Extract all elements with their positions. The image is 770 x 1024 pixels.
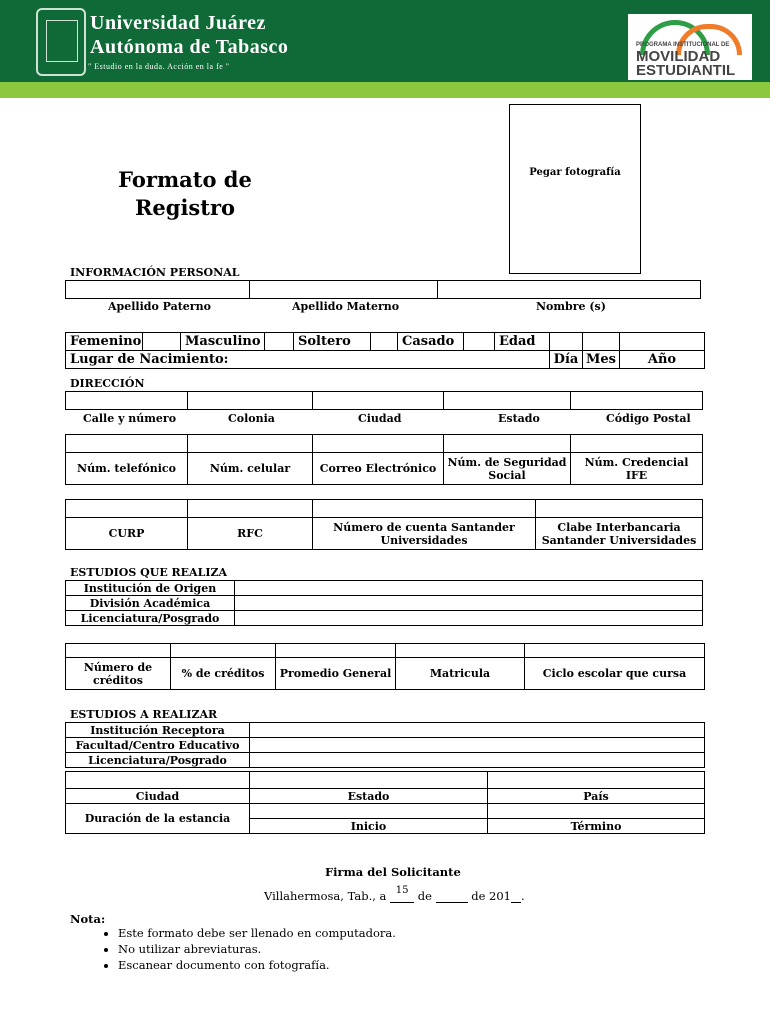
date-end: .: [521, 889, 525, 903]
cp-label: Código Postal: [606, 412, 691, 425]
pais-field[interactable]: [488, 772, 705, 789]
ciudad-field[interactable]: [313, 392, 444, 410]
logo-program-text: PROGRAMA INSTITUCIONAL DE: [636, 42, 730, 48]
nombre-label: Nombre (s): [536, 300, 606, 313]
section-estudios-realiza: ESTUDIOS QUE REALIZA: [70, 566, 228, 579]
licenciatura-destino-field[interactable]: [250, 753, 705, 768]
clabe-field[interactable]: [536, 500, 703, 518]
section-personal: INFORMACIÓN PERSONAL: [70, 266, 240, 279]
nss-label-line2: Social: [488, 468, 526, 482]
firma-label: Firma del Solicitante: [325, 865, 461, 879]
facultad-field[interactable]: [250, 738, 705, 753]
correo-field[interactable]: [313, 435, 444, 453]
tel-label: Núm. telefónico: [66, 453, 188, 485]
matricula-label: Matricula: [396, 658, 525, 690]
estado-label: Estado: [498, 412, 540, 425]
contact-table: [65, 434, 703, 485]
inicio-field[interactable]: [250, 804, 488, 819]
ciclo-field[interactable]: [525, 644, 705, 658]
movilidad-logo: [628, 14, 752, 80]
nss-field[interactable]: [444, 435, 571, 453]
note-item: • No utilizar abreviaturas.: [118, 941, 396, 957]
institucion-receptora-label: Institución Receptora: [66, 723, 250, 738]
estado-field[interactable]: [444, 392, 571, 410]
apellido-paterno-label: Apellido Paterno: [108, 300, 211, 313]
pct-creditos-label: % de créditos: [171, 658, 276, 690]
date-year-field[interactable]: [511, 902, 521, 903]
university-seal-icon: [36, 8, 86, 76]
num-creditos-field[interactable]: [66, 644, 171, 658]
note-item: • Escanear documento con fotografía.: [118, 957, 396, 973]
dia-field[interactable]: [550, 333, 583, 351]
notes-list: [72, 925, 396, 973]
division-label: División Académica: [66, 596, 235, 611]
estado-destino-field[interactable]: [250, 772, 488, 789]
termino-field[interactable]: [488, 804, 705, 819]
date-month-field[interactable]: [436, 902, 468, 903]
celular-label: Núm. celular: [188, 453, 313, 485]
university-name-line2: Autónoma de Tabasco: [90, 36, 289, 58]
celular-field[interactable]: [188, 435, 313, 453]
inicio-label: Inicio: [250, 819, 488, 834]
title-line2: Registro: [134, 195, 236, 220]
termino-label: Término: [488, 819, 705, 834]
destination-table: [65, 722, 705, 768]
section-direccion: DIRECCIÓN: [70, 377, 145, 390]
femenino-label: Femenino: [66, 333, 143, 351]
nota-label: Nota:: [70, 912, 106, 926]
mes-label: Mes: [583, 351, 620, 369]
university-name-line1: Universidad Juárez: [90, 12, 266, 34]
ife-label-line1: Núm. Credencial: [584, 455, 689, 469]
date-de1: de: [417, 889, 432, 903]
date-de2: de 201: [471, 889, 511, 903]
correo-label: Correo Electrónico: [313, 453, 444, 485]
curp-field[interactable]: [66, 500, 188, 518]
colonia-label: Colonia: [228, 412, 275, 425]
academic-table: [65, 643, 705, 690]
photo-label: Pegar fotografía: [529, 167, 621, 178]
num-creditos-line2: créditos: [93, 673, 143, 687]
header-banner: [0, 0, 770, 82]
date-day-field[interactable]: [390, 885, 414, 903]
curp-label: CURP: [66, 518, 188, 550]
ife-field[interactable]: [571, 435, 703, 453]
ciudad-label: Ciudad: [358, 412, 402, 425]
ife-label: [571, 453, 703, 485]
matricula-field[interactable]: [396, 644, 525, 658]
num-creditos-line1: Número de: [83, 660, 153, 674]
casado-field[interactable]: [464, 333, 495, 351]
logo-movilidad: MOVILIDAD: [636, 48, 721, 65]
origin-table: [65, 580, 703, 626]
date-prefix: Villahermosa, Tab., a: [264, 889, 387, 903]
section-estudios-realizar: ESTUDIOS A REALIZAR: [70, 708, 218, 721]
pct-creditos-field[interactable]: [171, 644, 276, 658]
ciudad-destino-label: Ciudad: [66, 789, 250, 804]
nss-label-line1: Núm. de Seguridad: [447, 455, 567, 469]
licenciatura-destino-label: Licenciatura/Posgrado: [66, 753, 250, 768]
cp-field[interactable]: [571, 392, 703, 410]
header-stripe: [0, 82, 770, 98]
page-title: [110, 166, 260, 222]
calle-label: Calle y número: [83, 412, 177, 425]
ciudad-destino-field[interactable]: [66, 772, 250, 789]
estado-destino-label: Estado: [250, 789, 488, 804]
institucion-origen-label: Institución de Origen: [66, 581, 235, 596]
licenciatura-origen-label: Licenciatura/Posgrado: [66, 611, 235, 626]
location-table: [65, 771, 705, 834]
institucion-receptora-field[interactable]: [250, 723, 705, 738]
date-line: [264, 885, 525, 903]
apellido-materno-label: Apellido Materno: [292, 300, 400, 313]
colonia-field[interactable]: [188, 392, 313, 410]
masculino-label: Masculino: [181, 333, 265, 351]
photo-box[interactable]: [509, 104, 641, 274]
university-motto: " Estudio en la duda. Acción en la fe ": [88, 62, 230, 71]
pais-label: País: [488, 789, 705, 804]
facultad-label: Facultad/Centro Educativo: [66, 738, 250, 753]
edad-label: Edad: [495, 333, 550, 351]
mes-field[interactable]: [583, 333, 620, 351]
nss-label: [444, 453, 571, 485]
dia-label: Día: [550, 351, 583, 369]
rfc-label: RFC: [188, 518, 313, 550]
cuenta-field[interactable]: [313, 500, 536, 518]
title-line1: Formato de: [118, 167, 252, 192]
cuenta-label: [313, 518, 536, 550]
apellido-paterno-field[interactable]: [66, 281, 250, 299]
nombre-field[interactable]: [438, 281, 701, 299]
calle-field[interactable]: [66, 392, 188, 410]
name-table: [65, 280, 701, 299]
division-field[interactable]: [235, 596, 703, 611]
promedio-label: Promedio General: [276, 658, 396, 690]
masculino-field[interactable]: [265, 333, 294, 351]
cuenta-label-line2: Universidades: [380, 533, 468, 547]
clabe-label-line2: Santander Universidades: [541, 533, 697, 547]
institucion-origen-field[interactable]: [235, 581, 703, 596]
anio-field[interactable]: [620, 333, 705, 351]
clabe-label: [536, 518, 703, 550]
lugar-nacimiento-label: Lugar de Nacimiento:: [66, 351, 550, 369]
tel-field[interactable]: [66, 435, 188, 453]
anio-label: Año: [620, 351, 705, 369]
ciclo-label: Ciclo escolar que cursa: [525, 658, 705, 690]
soltero-label: Soltero: [294, 333, 371, 351]
promedio-field[interactable]: [276, 644, 396, 658]
note-item: • Este formato debe ser llenado en computadora.: [118, 925, 396, 941]
licenciatura-origen-field[interactable]: [235, 611, 703, 626]
clabe-label-line1: Clabe Interbancaria: [557, 520, 681, 534]
rfc-field[interactable]: [188, 500, 313, 518]
logo-estudiantil: ESTUDIANTIL: [636, 62, 736, 79]
cuenta-label-line1: Número de cuenta Santander: [333, 520, 515, 534]
num-creditos-label: [66, 658, 171, 690]
apellido-materno-field[interactable]: [250, 281, 438, 299]
bank-table: [65, 499, 703, 550]
personal-data-table: [65, 332, 705, 369]
date-day: 15: [395, 885, 409, 896]
soltero-field[interactable]: [371, 333, 398, 351]
ife-label-line2: IFE: [625, 468, 648, 482]
casado-label: Casado: [398, 333, 464, 351]
femenino-field[interactable]: [143, 333, 181, 351]
duracion-label: Duración de la estancia: [66, 804, 250, 834]
address-table: [65, 391, 703, 410]
